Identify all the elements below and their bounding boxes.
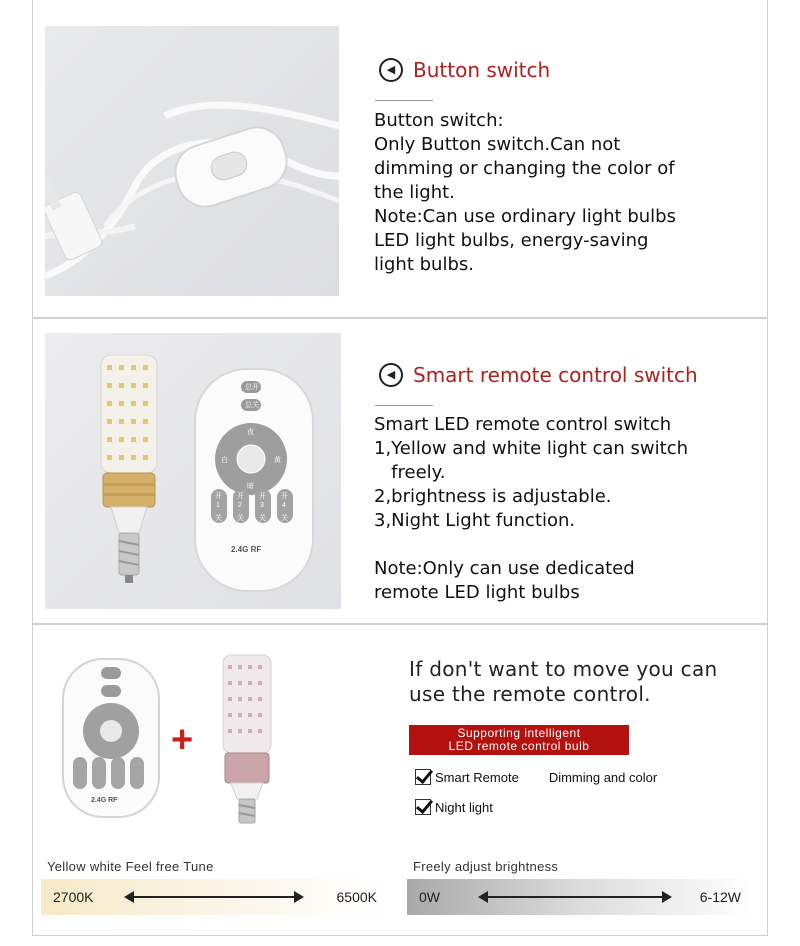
double-arrow-icon — [133, 896, 295, 898]
feature-label: Night light — [435, 799, 493, 815]
feature-extra-label: Dimming and color — [548, 769, 658, 785]
chevron-left-circle-icon: ◀ — [379, 58, 403, 82]
remote-label: 开 — [281, 493, 288, 500]
remote-brand: 2.4G RF — [231, 545, 262, 554]
switch-cable-photo — [45, 26, 339, 296]
description-line: 3,Night Light function. — [374, 510, 576, 531]
feature-label: Smart Remote — [435, 769, 519, 785]
plus-icon: + — [171, 719, 194, 761]
button-switch-section — [32, 0, 768, 318]
description-line: freely. — [374, 462, 446, 483]
chevron-left-circle-icon: ◀ — [379, 363, 403, 387]
description-line: Button switch: — [374, 110, 504, 131]
color-temp-bar — [41, 879, 389, 915]
remote-label: 关 — [281, 515, 288, 522]
bulb-illustration — [219, 651, 275, 829]
description-line: remote LED light bulbs — [374, 582, 580, 603]
badge-line: LED remote control bulb — [448, 739, 590, 753]
checkmark-icon — [415, 799, 431, 815]
description-line: Note:Only can use dedicated — [374, 558, 635, 579]
remote-label: 关 — [237, 515, 244, 522]
brightness-max-label: 6-12W — [699, 889, 741, 905]
brightness-min-label: 0W — [419, 889, 440, 905]
intro-line: If don't want to move you can — [409, 657, 718, 681]
checkmark-icon — [415, 769, 431, 785]
description-line: Only Button switch.Can not — [374, 134, 621, 155]
description-line: dimming or changing the color of — [374, 158, 675, 179]
smart-remote-description — [374, 413, 688, 605]
remote-intro-text — [409, 657, 717, 707]
remote-label: 1 — [216, 502, 220, 509]
color-temp-caption: Yellow white Feel free Tune — [47, 859, 214, 874]
badge-line: Supporting intelligent — [457, 726, 581, 740]
description-line: 2,brightness is adjustable. — [374, 486, 612, 507]
description-line: Smart LED remote control switch — [374, 414, 672, 435]
smart-remote-heading — [379, 363, 698, 387]
heading-divider — [375, 405, 433, 406]
remote-label: 4 — [282, 502, 286, 509]
heading-divider — [375, 100, 433, 101]
remote-brand: 2.4G RF — [91, 797, 118, 804]
night-light-feature — [415, 799, 493, 815]
temp-max-label: 6500K — [336, 889, 377, 905]
remote-label: 3 — [260, 502, 264, 509]
intro-line: use the remote control. — [409, 682, 651, 706]
heading-text: Smart remote control switch — [413, 363, 698, 387]
brightness-bar — [407, 879, 753, 915]
button-switch-heading — [379, 58, 550, 82]
double-arrow-icon — [487, 896, 663, 898]
description-line — [374, 533, 688, 557]
smart-remote-section — [32, 318, 768, 624]
remote-label: 2 — [238, 502, 242, 509]
remote-label: 黄 — [274, 457, 281, 464]
remote-label: 关 — [215, 515, 222, 522]
remote-bulb-section — [32, 624, 768, 936]
remote-label: 夜 — [247, 429, 254, 436]
description-line: LED light bulbs, energy-saving — [374, 230, 649, 251]
button-switch-description — [374, 109, 676, 277]
description-line: the light. — [374, 182, 455, 203]
remote-label: 总关 — [245, 402, 259, 409]
bulb-and-remote-photo — [45, 333, 341, 609]
remote-label: 关 — [259, 515, 266, 522]
remote-illustration — [61, 657, 161, 819]
description-line: Note:Can use ordinary light bulbs — [374, 206, 676, 227]
remote-label: 暗 — [247, 483, 254, 490]
remote-label: 开 — [259, 493, 266, 500]
switch-cable-illustration — [45, 26, 339, 296]
remote-label: 总开 — [245, 384, 259, 391]
heading-text: Button switch — [413, 58, 551, 82]
temp-min-label: 2700K — [53, 889, 94, 905]
brightness-caption: Freely adjust brightness — [413, 859, 559, 874]
description-line: light bulbs. — [374, 254, 474, 275]
remote-label: 开 — [237, 493, 244, 500]
supporting-bulb-badge — [409, 725, 629, 755]
smart-remote-feature — [415, 769, 657, 785]
description-line: 1,Yellow and white light can switch — [374, 438, 689, 459]
remote-label: 开 — [215, 493, 222, 500]
remote-label: 白 — [221, 457, 228, 464]
